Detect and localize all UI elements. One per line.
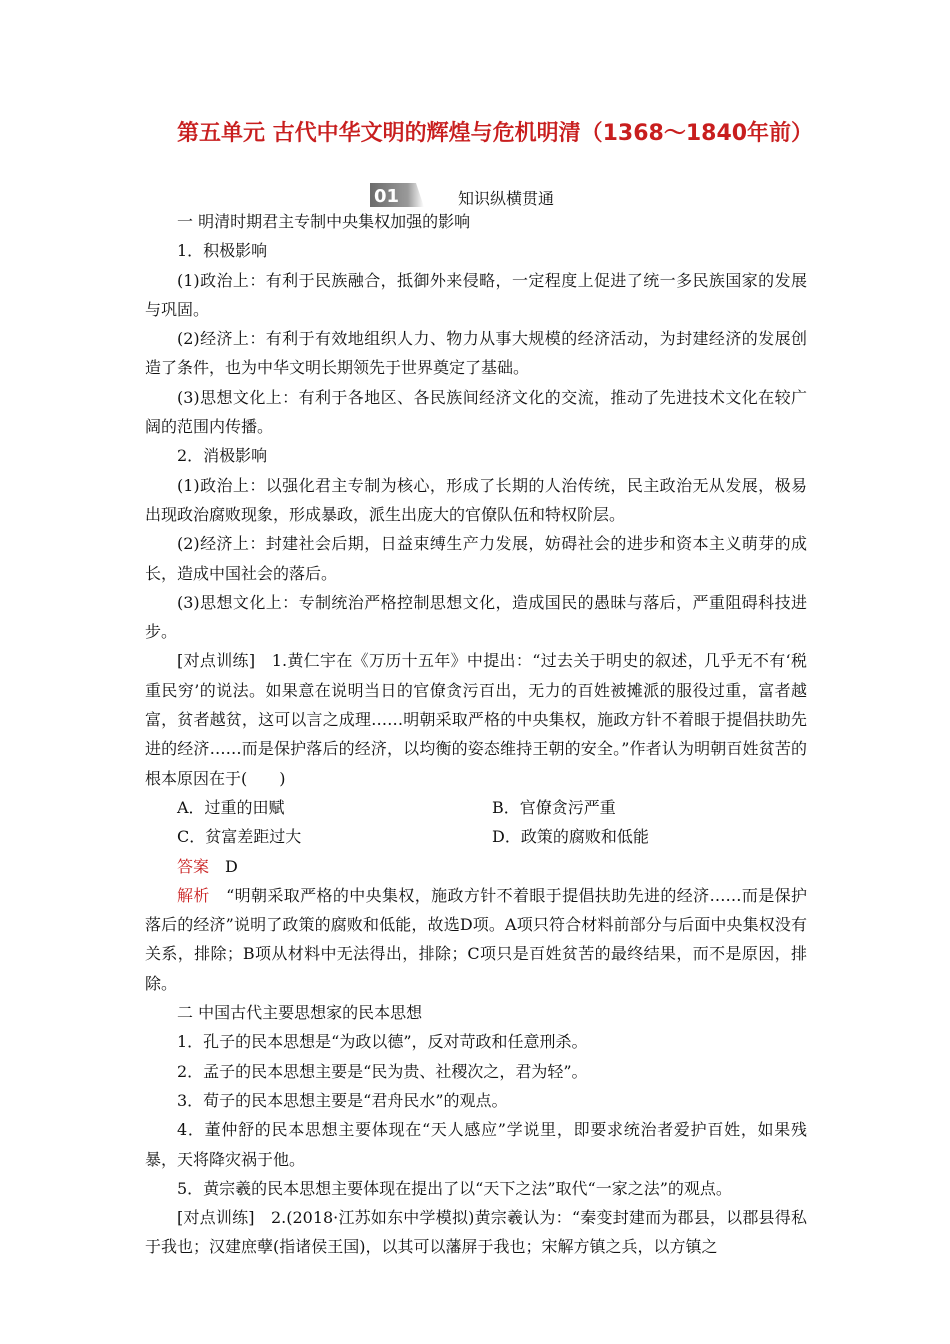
answer-label: 答案: [177, 856, 210, 876]
question-stem: 1.黄仁宇在《万历十五年》中提出：“过去关于明史的叙述，几乎无不有‘税重民穷’的说法。如果意在说明当日的官僚贪污百出，无力的百姓被摊派的服役过重，富者越富，贫者越贫，这可以言之成理……明朝采取严格的中央集权，施政方针不着眼于提倡扶助先进的经济……而是保护落后的经济，以均衡的姿态维持王朝的安全。”作者认为明朝百姓贫苦的根本原因在于( ): [145, 651, 807, 788]
option-b: B．官僚贪污严重: [492, 797, 616, 817]
badge-number: 01: [374, 186, 400, 207]
thinker-item: 2．孟子的民本思想主要是“民为贵、社稷次之，君为轻”。: [177, 1061, 588, 1081]
question-tag: [对点训练]: [177, 1208, 255, 1228]
question-1: [145, 646, 807, 792]
options-row: [145, 822, 807, 851]
negative-item: (3)思想文化上：专制统治严格控制思想文化，造成国民的愚昧与落后，严重阻碍科技进步。: [145, 592, 807, 642]
analysis-label: 解析: [177, 885, 210, 905]
answer-value: D: [225, 856, 238, 876]
positive-heading: 1．积极影响: [177, 241, 268, 261]
content-body: [145, 207, 807, 1262]
badge-label: 知识纵横贯通: [458, 189, 555, 208]
page-title: 第五单元 古代中华文明的辉煌与危机明清（1368～1840年前）: [176, 121, 814, 146]
positive-item: (2)经济上：有利于有效地组织人力、物力从事大规模的经济活动，为封建经济的发展创造了条件，也为中华文明长期领先于世界奠定了基础。: [145, 329, 807, 378]
option-c: C．贫富差距过大: [177, 827, 302, 847]
option-a: A．过重的田赋: [177, 797, 285, 817]
question-stem: 2.(2018·江苏如东中学模拟)黄宗羲认为：“秦变封建而为郡县，以郡县得私于我也；汉建庶孽(指诸侯王国)，以其可以藩屏于我也；宋解方镇之兵，以方镇之: [145, 1208, 807, 1257]
positive-item: (3)思想文化上：有利于各地区、各民族间经济文化的交流，推动了先进技术文化在较广阔的范围内传播。: [145, 387, 807, 437]
question-2: [145, 1203, 807, 1262]
negative-item: (2)经济上：封建社会后期，日益束缚生产力发展，妨碍社会的进步和资本主义萌芽的成长，造成中国社会的落后。: [145, 534, 807, 583]
badge-number-icon: [370, 183, 424, 207]
options-row: [145, 793, 807, 822]
analysis: [145, 881, 807, 998]
thinker-item: 4．董仲舒的民本思想主要体现在“天人感应”学说里，即要求统治者爱护百姓，如果残暴，天将降灾祸于他。: [145, 1120, 807, 1169]
analysis-text: “明朝采取严格的中央集权，施政方针不着眼于提倡扶助先进的经济……而是保护落后的经济”说明了政策的腐败和低能，故选D项。A项只符合材料前部分与后面中央集权没有关系，排除；B项从材料中无法得出，排除；C项只是百姓贫苦的最终结果，而不是原因，排除。: [145, 885, 807, 993]
section1-heading: 一 明清时期君主专制中央集权加强的影响: [177, 212, 471, 231]
thinker-item: 5．黄宗羲的民本思想主要体现在提出了以“天下之法”取代“一家之法”的观点。: [177, 1178, 732, 1198]
answer: [145, 852, 807, 881]
positive-item: (1)政治上：有利于民族融合，抵御外来侵略，一定程度上促进了统一多民族国家的发展与巩固。: [145, 270, 807, 319]
negative-heading: 2．消极影响: [177, 446, 268, 466]
thinker-item: 1．孔子的民本思想是“为政以德”，反对苛政和任意刑杀。: [177, 1032, 588, 1052]
thinker-item: 3．荀子的民本思想主要是“君舟民水”的观点。: [177, 1090, 508, 1110]
negative-item: (1)政治上：以强化君主专制为核心，形成了长期的人治传统，民主政治无从发展，极易出现政治腐败现象，形成暴政，派生出庞大的官僚队伍和特权阶层。: [145, 475, 807, 524]
option-d: D．政策的腐败和低能: [492, 827, 649, 847]
section2-heading: 二 中国古代主要思想家的民本思想: [177, 1003, 423, 1023]
question-tag: [对点训练]: [177, 651, 256, 671]
